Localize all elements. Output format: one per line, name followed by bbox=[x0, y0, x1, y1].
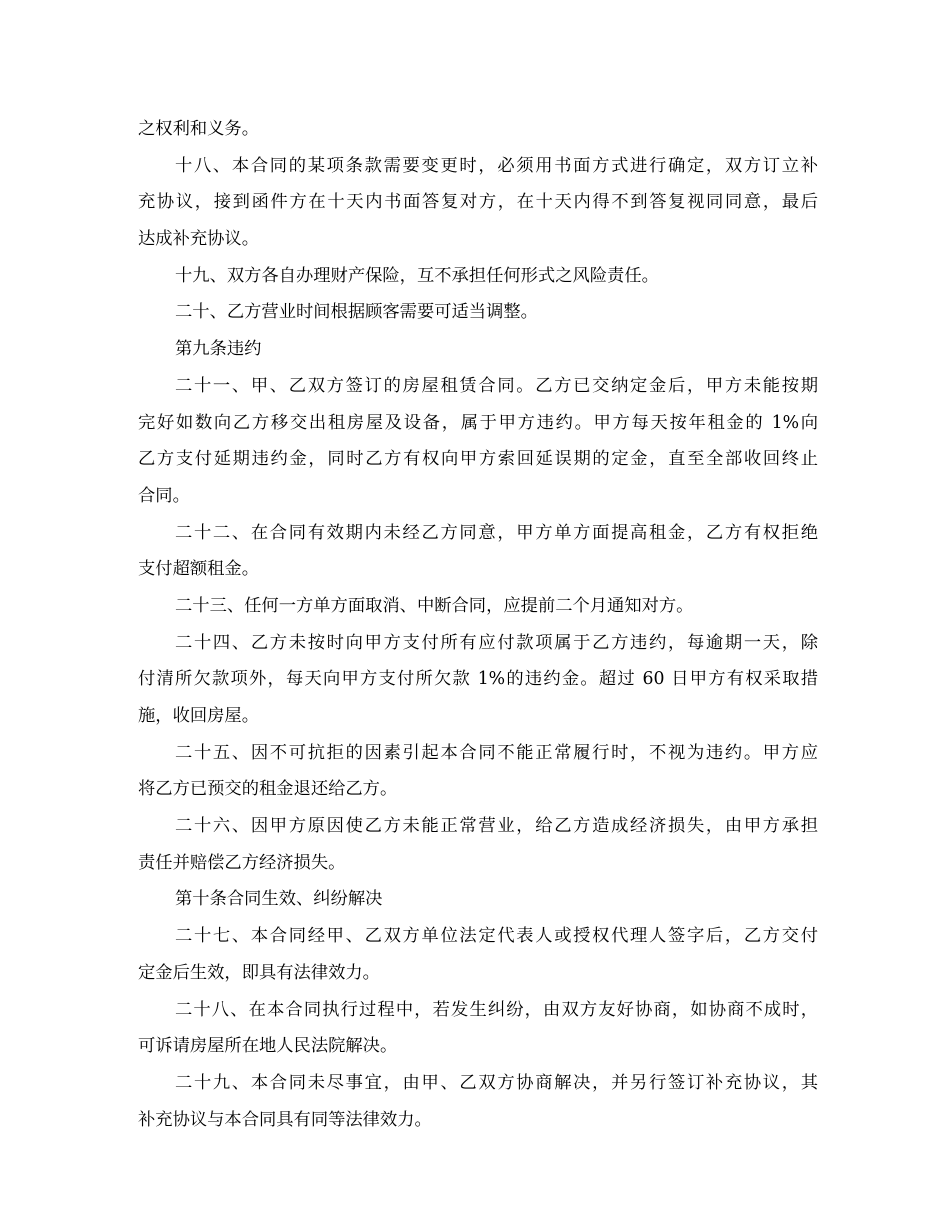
document-body bbox=[138, 111, 818, 1138]
text-line: 支付超额租金。 bbox=[138, 559, 259, 580]
text-line: 二十二、在合同有效期内未经乙方同意，甲方单方面提高租金，乙方有权拒绝 bbox=[175, 522, 818, 543]
text-line: 二十六、因甲方原因使乙方未能正常营业，给乙方造成经济损失，由甲方承担 bbox=[175, 816, 818, 837]
text-line: 二十、乙方营业时间根据顾客需要可适当调整。 bbox=[175, 302, 538, 323]
text-line: 二十八、在本合同执行过程中，若发生纠纷，由双方友好协商，如协商不成时， bbox=[175, 999, 818, 1020]
text-line: 二十一、甲、乙双方签订的房屋租赁合同。乙方已交纳定金后，甲方未能按期 bbox=[175, 375, 818, 396]
text-line: 合同。 bbox=[138, 485, 190, 506]
text-line: 二十七、本合同经甲、乙双方单位法定代表人或授权代理人签字后，乙方交付 bbox=[175, 926, 818, 947]
text-line: 可诉请房屋所在地人民法院解决。 bbox=[138, 1036, 398, 1057]
text-line: 第十条合同生效、纠纷解决 bbox=[175, 889, 383, 910]
text-line: 定金后生效，即具有法律效力。 bbox=[138, 962, 380, 983]
text-line: 之权利和义务。 bbox=[138, 119, 259, 139]
text-line: 二十三、任何一方单方面取消、中断合同，应提前二个月通知对方。 bbox=[175, 595, 694, 616]
text-line: 十九、双方各自办理财产保险，互不承担任何形式之风险责任。 bbox=[175, 265, 659, 286]
text-line: 十八、本合同的某项条款需要变更时，必须用书面方式进行确定，双方订立补 bbox=[175, 155, 818, 176]
text-line: 完好如数向乙方移交出租房屋及设备，属于甲方违约。甲方每天按年租金的 1%向 bbox=[138, 412, 818, 433]
text-line: 达成补充协议。 bbox=[138, 229, 259, 250]
text-line: 责任并赔偿乙方经济损失。 bbox=[138, 852, 346, 873]
text-line: 二十四、乙方未按时向甲方支付所有应付款项属于乙方违约，每逾期一天，除 bbox=[175, 632, 818, 653]
text-line: 充协议，接到函件方在十天内书面答复对方，在十天内得不到答复视同同意，最后 bbox=[138, 192, 818, 213]
text-line: 二十五、因不可抗拒的因素引起本合同不能正常履行时，不视为违约。甲方应 bbox=[175, 742, 818, 763]
text-line: 第九条违约 bbox=[175, 339, 262, 360]
text-line: 将乙方已预交的租金退还给乙方。 bbox=[138, 779, 398, 800]
text-line: 付清所欠款项外，每天向甲方支付所欠款 1%的违约金。超过 60 日甲方有权采取措 bbox=[138, 669, 818, 690]
text-line: 施，收回房屋。 bbox=[138, 706, 259, 726]
text-line: 补充协议与本合同具有同等法律效力。 bbox=[138, 1109, 432, 1130]
text-line: 二十九、本合同未尽事宜，由甲、乙双方协商解决，并另行签订补充协议，其 bbox=[175, 1072, 818, 1093]
text-line: 乙方支付延期违约金，同时乙方有权向甲方索回延误期的定金，直至全部收回终止 bbox=[138, 449, 818, 470]
